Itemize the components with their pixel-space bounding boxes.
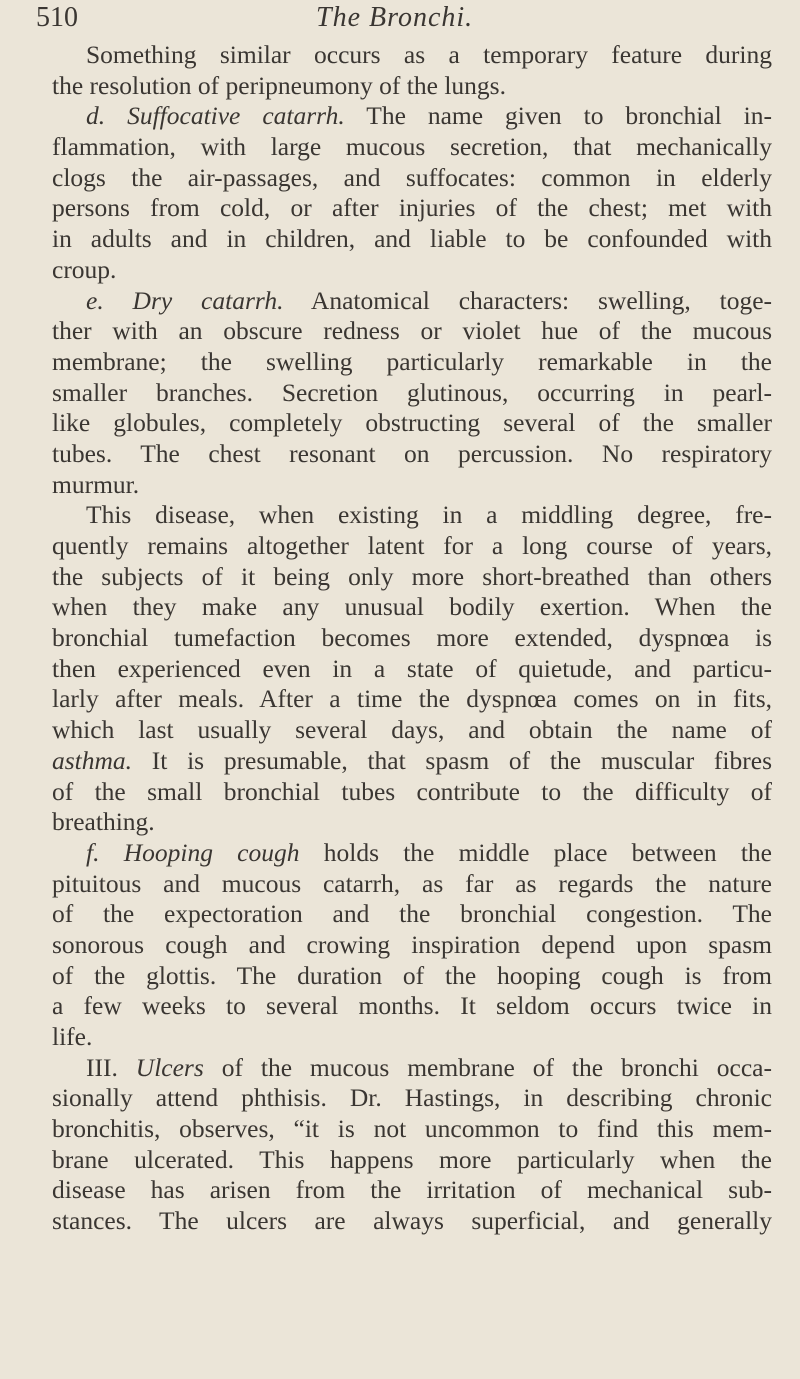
italic-text: f. Hooping cough bbox=[86, 837, 300, 867]
text-line bbox=[52, 746, 772, 777]
text-segment: which last usually several days, and obtain the name of bbox=[52, 715, 772, 745]
text-segment: bronchitis, observes, “it is not uncommon to find this mem- bbox=[52, 1114, 772, 1144]
text-segment: of the small bronchial tubes contribute to the difficulty of bbox=[52, 776, 772, 806]
text-line bbox=[52, 592, 772, 623]
text-segment: like globules, completely obstructing several of the smaller bbox=[52, 408, 772, 438]
text-segment: persons from cold, or after injuries of the chest; met with bbox=[52, 193, 772, 223]
italic-text: asthma. bbox=[52, 745, 133, 775]
text-line bbox=[52, 101, 772, 132]
text-segment: This disease, when existing in a middling degree, fre- bbox=[86, 500, 772, 530]
italic-text: e. Dry catarrh. bbox=[86, 285, 284, 315]
text-segment: pituitous and mucous catarrh, as far as regards the nature bbox=[52, 868, 772, 898]
text-segment: quently remains altogether latent for a long course of years, bbox=[52, 531, 772, 560]
text-segment: murmur. bbox=[52, 469, 140, 499]
text-segment: tubes. The chest resonant on percussion. No respiratory bbox=[52, 438, 772, 468]
text-segment: smaller branches. Secretion glutinous, occurring in pearl- bbox=[52, 377, 772, 407]
text-line bbox=[52, 1206, 772, 1237]
text-segment: croup. bbox=[52, 254, 117, 284]
text-line bbox=[52, 1022, 772, 1053]
text-segment: life. bbox=[52, 1022, 93, 1051]
text-line bbox=[52, 439, 772, 470]
text-segment: sionally attend phthisis. Dr. Hastings, in describing chronic bbox=[52, 1083, 772, 1113]
text-segment: larly after meals. After a time the dyspnœa comes on in fits, bbox=[52, 684, 772, 714]
text-line bbox=[52, 163, 772, 194]
text-segment: membrane; the swelling particularly remarkable in the bbox=[52, 346, 772, 376]
text-segment: clogs the air-passages, and suffocates: common in elderly bbox=[52, 162, 772, 192]
text-line bbox=[52, 654, 772, 685]
text-line bbox=[52, 869, 772, 900]
text-segment: flammation, with large mucous secretion, that mechanically bbox=[52, 132, 772, 162]
text-line bbox=[52, 255, 772, 286]
text-line bbox=[52, 71, 772, 102]
page-header bbox=[36, 2, 776, 38]
text-segment: ther with an obscure redness or violet hue of the mucous bbox=[52, 316, 772, 346]
text-segment: then experienced even in a state of quietude, and particu- bbox=[52, 653, 772, 683]
text-line bbox=[52, 899, 772, 930]
text-line bbox=[52, 715, 772, 746]
text-segment: a few weeks to several months. It seldom occurs twice in bbox=[52, 991, 772, 1021]
text-segment: The name given to bronchial in- bbox=[344, 101, 772, 131]
text-line bbox=[52, 807, 772, 838]
text-segment: III. bbox=[86, 1052, 136, 1082]
text-line bbox=[52, 378, 772, 409]
text-line bbox=[52, 838, 772, 869]
text-line bbox=[52, 961, 772, 992]
text-line bbox=[52, 684, 772, 715]
text-segment: stances. The ulcers are always superficial, and generally bbox=[52, 1206, 772, 1236]
text-segment: breathing. bbox=[52, 807, 155, 837]
body-text bbox=[52, 40, 772, 1237]
text-segment: Anatomical characters: swelling, toge- bbox=[283, 285, 772, 315]
text-line bbox=[52, 531, 772, 562]
text-line bbox=[52, 224, 772, 255]
text-segment: in adults and in children, and liable to be confounded with bbox=[52, 224, 772, 254]
text-line bbox=[52, 562, 772, 593]
running-title: The Bronchi. bbox=[316, 2, 474, 33]
text-line bbox=[52, 930, 772, 961]
text-segment: brane ulcerated. This happens more particularly when the bbox=[52, 1144, 772, 1174]
text-line bbox=[52, 132, 772, 163]
text-segment: of the expectoration and the bronchial congestion. The bbox=[52, 899, 772, 929]
text-line bbox=[52, 40, 772, 71]
text-segment: It is presumable, that spasm of the muscular fibres bbox=[132, 745, 772, 775]
text-segment: the subjects of it being only more short-breathed than others bbox=[52, 561, 772, 591]
italic-text: d. Suffocative catarrh. bbox=[86, 101, 345, 131]
text-segment: when they make any unusual bodily exertion. When the bbox=[52, 592, 772, 622]
text-line bbox=[52, 316, 772, 347]
text-segment: of the glottis. The duration of the hooping cough is from bbox=[52, 960, 772, 990]
text-segment: disease has arisen from the irritation of mechanical sub- bbox=[52, 1175, 772, 1205]
text-line bbox=[52, 1145, 772, 1176]
text-segment: of the mucous membrane of the bronchi occa- bbox=[203, 1052, 772, 1082]
text-line bbox=[52, 777, 772, 808]
text-line bbox=[52, 347, 772, 378]
text-line bbox=[52, 500, 772, 531]
text-line bbox=[52, 991, 772, 1022]
text-segment: Something similar occurs as a temporary feature during bbox=[86, 40, 772, 69]
text-segment: holds the middle place between the bbox=[299, 837, 772, 867]
text-line bbox=[52, 286, 772, 317]
text-line bbox=[52, 623, 772, 654]
text-line bbox=[52, 1053, 772, 1084]
text-line bbox=[52, 1083, 772, 1114]
text-line bbox=[52, 470, 772, 501]
text-line bbox=[52, 1175, 772, 1206]
text-line bbox=[52, 1114, 772, 1145]
text-segment: sonorous cough and crowing inspiration depend upon spasm bbox=[52, 929, 772, 959]
text-line bbox=[52, 408, 772, 439]
text-line bbox=[52, 193, 772, 224]
text-segment: the resolution of peripneumony of the lungs. bbox=[52, 70, 506, 100]
text-segment: bronchial tumefaction becomes more extended, dyspnœa is bbox=[52, 623, 772, 653]
italic-text: Ulcers bbox=[135, 1052, 204, 1082]
page-number: 510 bbox=[36, 2, 78, 33]
